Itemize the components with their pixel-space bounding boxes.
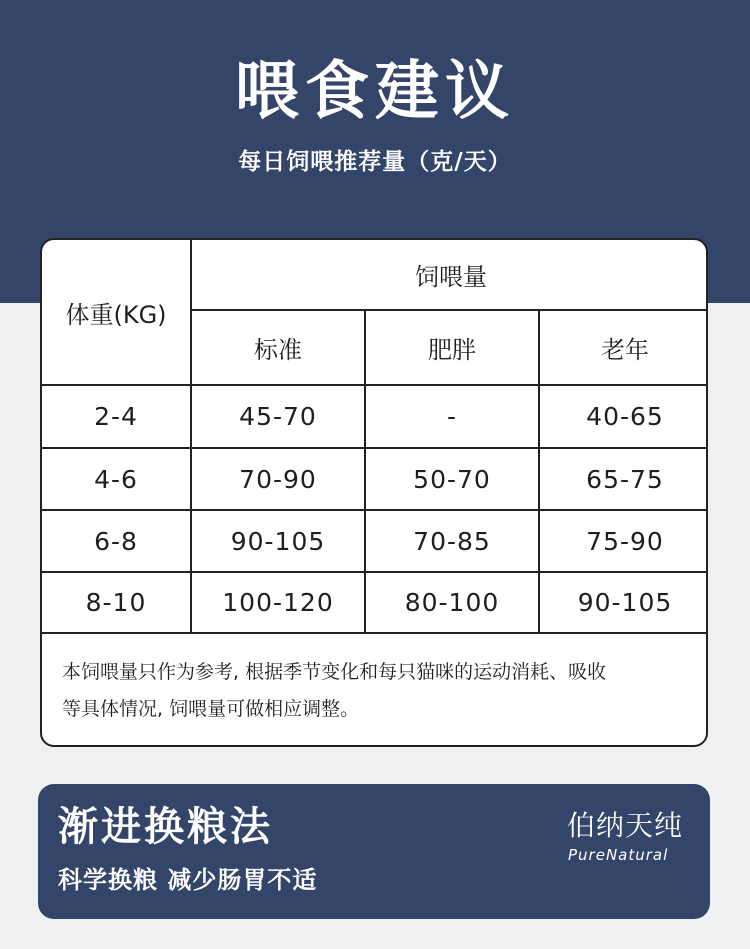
feeding-note-line: 等具体情况, 饲喂量可做相应调整。 <box>62 698 360 720</box>
feeding-table <box>40 238 708 747</box>
cell-overweight: - <box>446 402 458 431</box>
brand-logo-cn: 伯纳天纯 <box>567 809 684 842</box>
row-weight: 2-4 <box>94 402 138 431</box>
cell-standard: 100-120 <box>222 588 334 617</box>
row-weight: 8-10 <box>85 588 147 617</box>
weight-header: 体重(KG) <box>65 300 167 329</box>
feeding-amount-header: 饲喂量 <box>415 263 487 291</box>
cell-senior: 65-75 <box>586 464 664 494</box>
column-standard: 标准 <box>254 336 302 364</box>
column-senior: 老年 <box>601 336 649 364</box>
transition-subtitle: 科学换粮 减少肠胃不适 <box>58 866 318 894</box>
cell-senior: 75-90 <box>586 526 664 556</box>
cell-standard: 45-70 <box>239 402 317 431</box>
feeding-note <box>62 654 692 728</box>
page-subtitle: 每日饲喂推荐量（克/天） <box>238 149 512 175</box>
transition-title: 渐进换粮法 <box>58 804 273 850</box>
cell-standard: 90-105 <box>230 526 326 556</box>
cell-overweight: 50-70 <box>413 464 491 494</box>
page-title: 喂食建议 <box>235 55 515 129</box>
row-weight: 6-8 <box>94 526 138 556</box>
row-weight: 4-6 <box>94 464 138 494</box>
cell-standard: 70-90 <box>239 464 317 494</box>
feeding-note-line: 本饲喂量只作为参考, 根据季节变化和每只猫咪的运动消耗、吸收 <box>62 661 607 683</box>
divider-h-row4 <box>42 632 708 634</box>
transition-banner <box>38 784 710 919</box>
cell-senior: 40-65 <box>586 402 664 431</box>
cell-overweight: 80-100 <box>404 588 500 617</box>
cell-overweight: 70-85 <box>413 526 491 556</box>
column-overweight: 肥胖 <box>428 336 476 364</box>
brand-logo-en: PureNatural <box>568 846 669 864</box>
cell-senior: 90-105 <box>577 588 673 617</box>
